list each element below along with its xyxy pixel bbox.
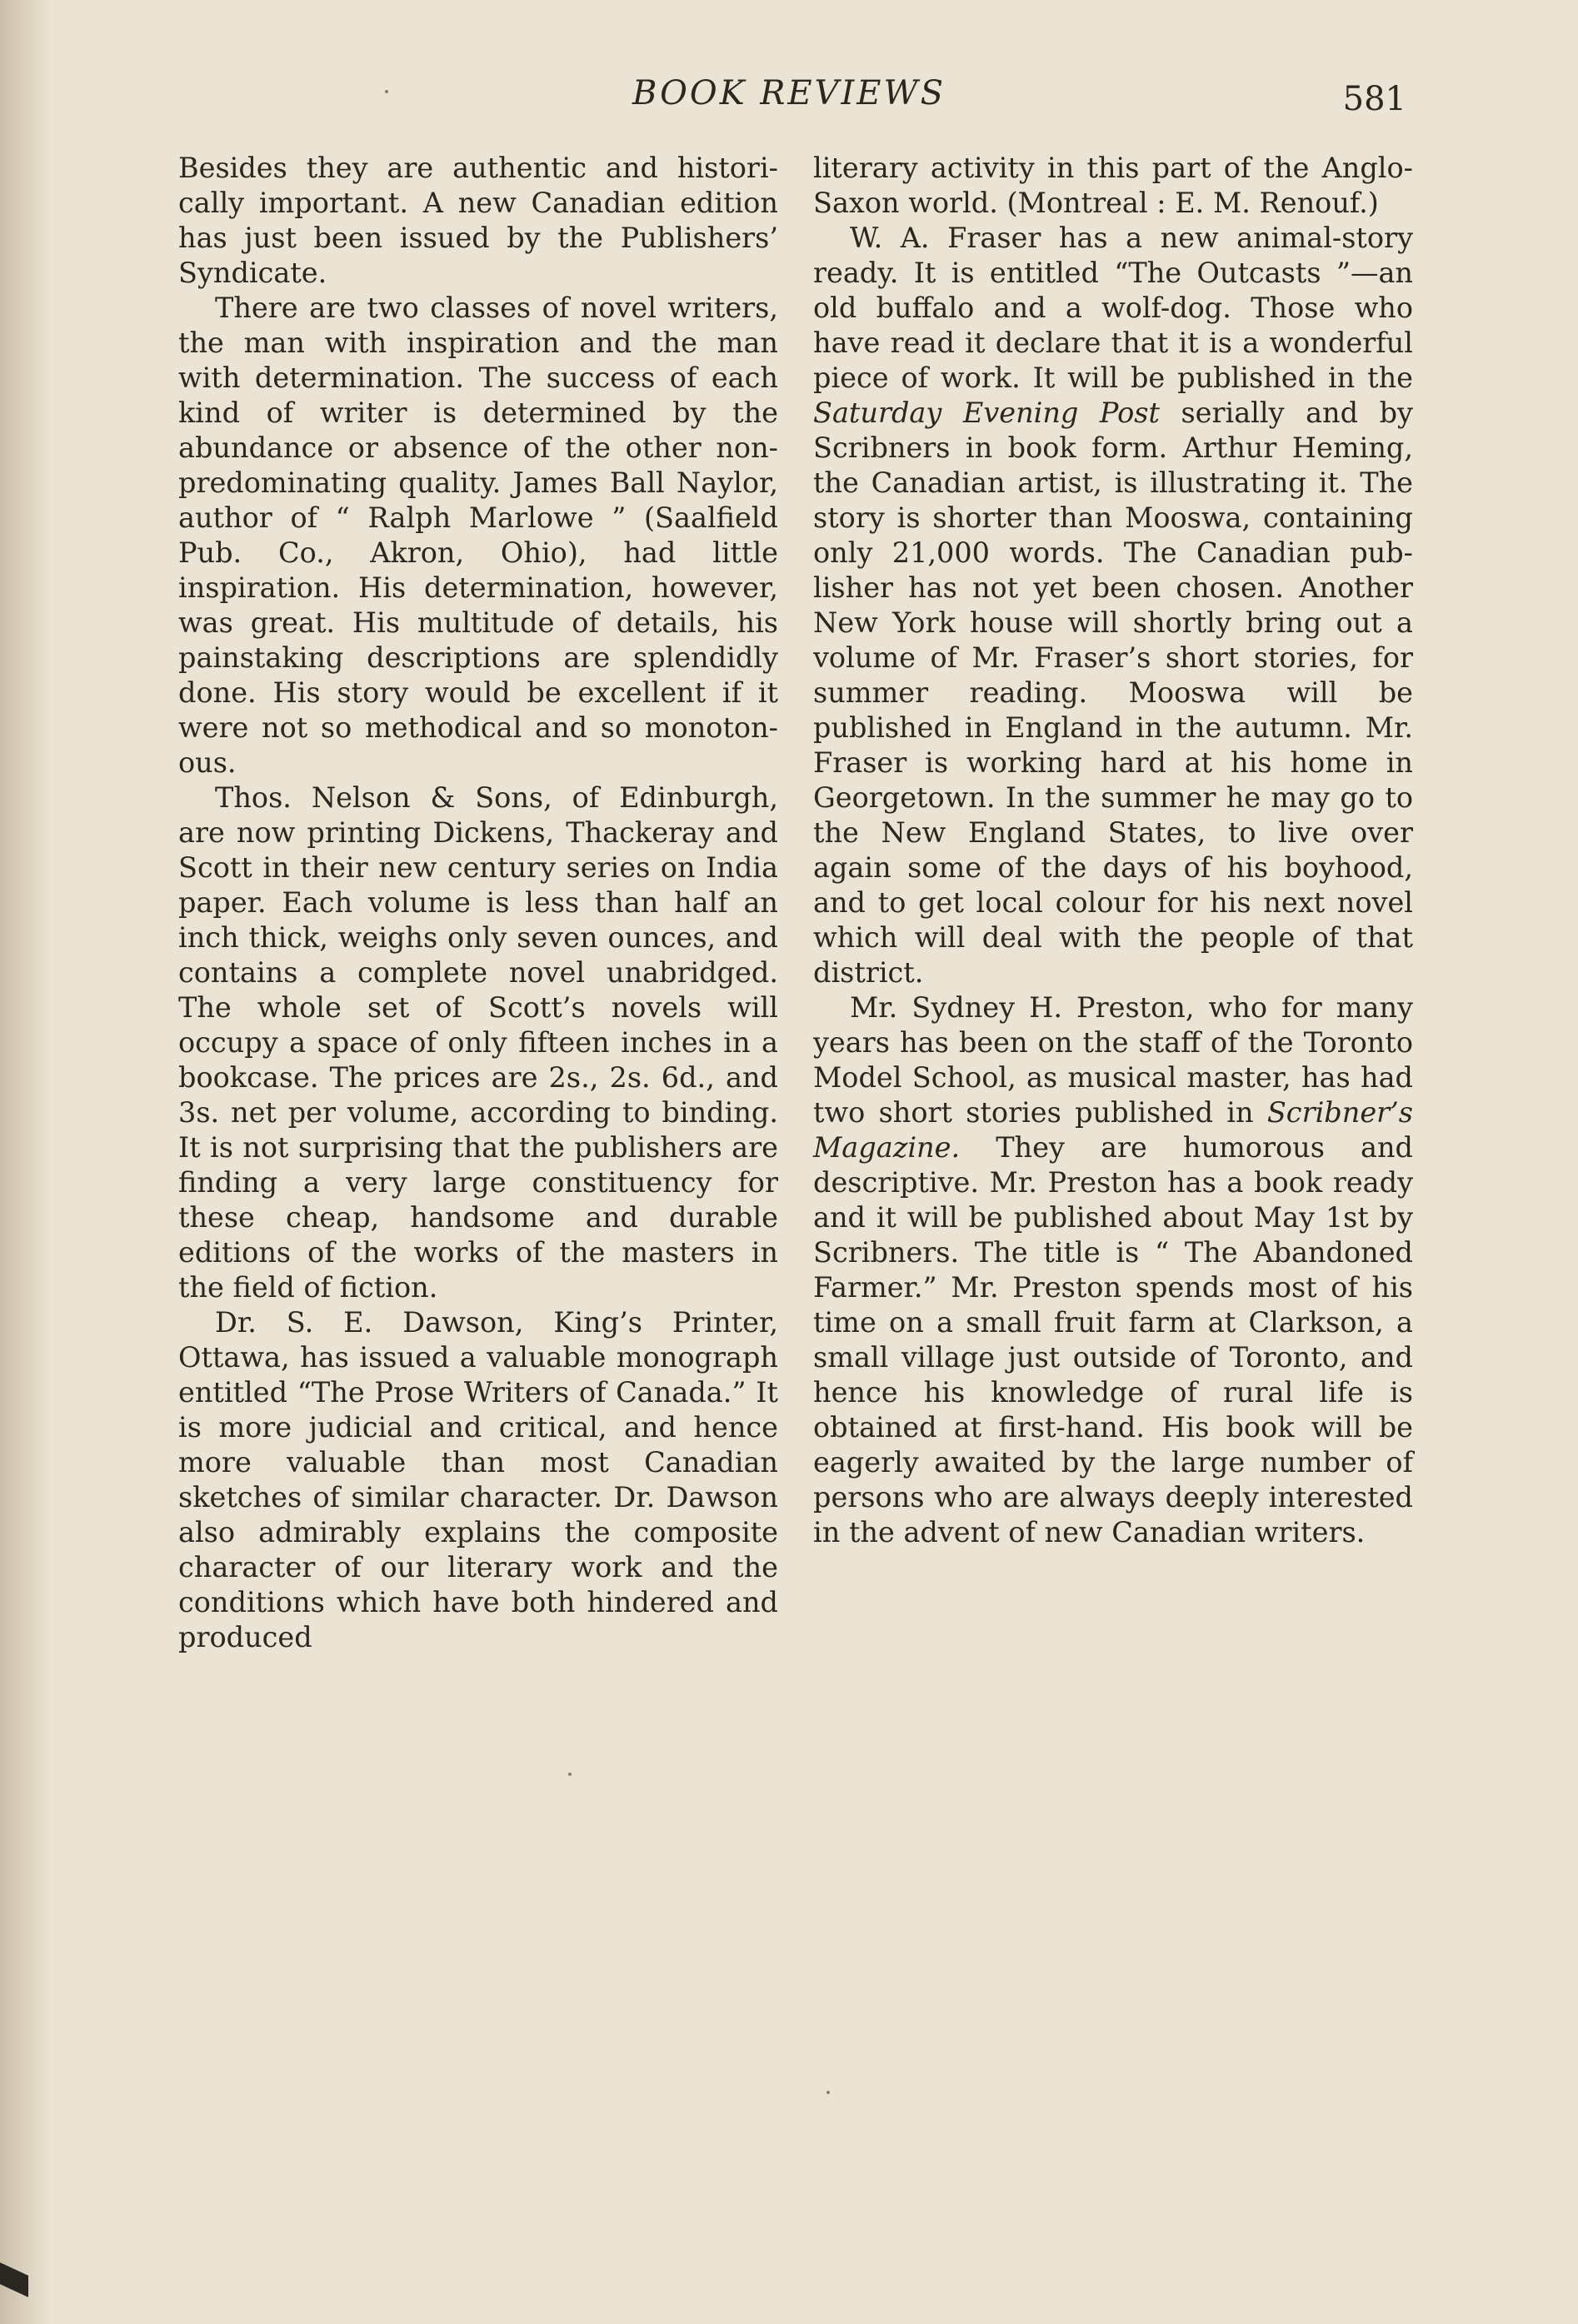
running-head: BOOK REVIEWS: [632, 74, 946, 112]
paragraph-text: Mr. Sydney H. Preston, who for many years has been on the staff of the Toronto Model School, as musical master, has had two short stories published in: [813, 991, 1413, 1129]
publication-title: Scribner’s Magazine.: [813, 1096, 1413, 1164]
paragraph-text: serially and by Scribners in book form. Arthur Heming, the Canadian artist, is illustrating it. The story is shorter than Mooswa, containing only 21,000 words. The Canadian publisher has not yet been chosen. Another New York house will shortly bring out a volume of Mr. Fraser’s short stories, for summer reading. Mooswa will be published in England in the autumn. Mr. Fraser is working hard at his home in Georgetown. In the summer he may go to the New England States, to live over again some of the days of his boyhood, and to get local colour for his next novel which will deal with the people of that district.: [813, 396, 1413, 989]
page-number: 581: [1342, 80, 1406, 118]
paragraph-text: They are humorous and descriptive. Mr. Preston has a book ready and it will be published about May 1st by Scribners. The title is “ The Abandoned Farmer.” Mr. Preston spends most of his time on a small fruit farm at Clarkson, a small village just outside of Toronto, and hence his knowledge of rural life is obtained at first-hand. His book will be eagerly awaited by the large number of persons who are always deeply interested in the advent of new Canadian writers.: [813, 1131, 1413, 1549]
publication-title: Saturday Evening Post: [813, 396, 1160, 429]
paragraph: [813, 221, 1413, 990]
paragraph: [813, 990, 1413, 1550]
paragraph: There are two classes of novel writers, the man with inspiration and the man with determination. The success of each kind of writer is determined by the abundance or absence of the other non-predominating quality. James Ball Naylor, author of “ Ralph Marlowe ” (Saalfield Pub. Co., Akron, Ohio), had little inspiration. His determination, however, was great. His multitude of details, his painstaking descriptions are splendidly done. His story would be excellent if it were not so methodical and so monotonous.: [178, 292, 778, 779]
right-column: [813, 151, 1413, 1550]
paragraph: Besides they are authentic and historically important. A new Canadian edition has just been issued by the Publishers’ Syndicate.: [178, 152, 778, 289]
paragraph: Thos. Nelson & Sons, of Edinburgh, are now printing Dickens, Thackeray and Scott in their new century series on India paper. Each volume is less than half an inch thick, weighs only seven ounces, and contains a complete novel unabridged. The whole set of Scott’s novels will occupy a space of only fifteen inches in a bookcase. The prices are 2s., 2s. 6d., and 3s. net per volume, according to binding. It is not surprising that the publishers are finding a very large constituency for these cheap, handsome and durable editions of the works of the masters in the field of fiction.: [178, 781, 778, 1304]
page-gutter-shadow: [0, 0, 52, 2324]
paragraph-text: W. A. Fraser has a new animal-story ready. It is entitled “The Outcasts ”—an old buffalo and a wolf-dog. Those who have read it declare that it is a wonderful piece of work. It will be published in the: [813, 222, 1413, 394]
paper-speck: [826, 2091, 830, 2094]
paper-speck: [385, 90, 388, 93]
paragraph: Dr. S. E. Dawson, King’s Printer, Ottawa, has issued a valuable monograph entitled “The Prose Writers of Canada.” It is more judicial and critical, and hence more valuable than most Canadian sketches of similar character. Dr. Dawson also admirably explains the composite character of our literary work and the conditions which have both hindered and produced: [178, 1306, 778, 1653]
left-column: [178, 151, 778, 1655]
paper-speck: [568, 1773, 572, 1776]
paragraph: literary activity in this part of the Anglo-Saxon world. (Montreal : E. M. Renouf.): [813, 152, 1413, 219]
